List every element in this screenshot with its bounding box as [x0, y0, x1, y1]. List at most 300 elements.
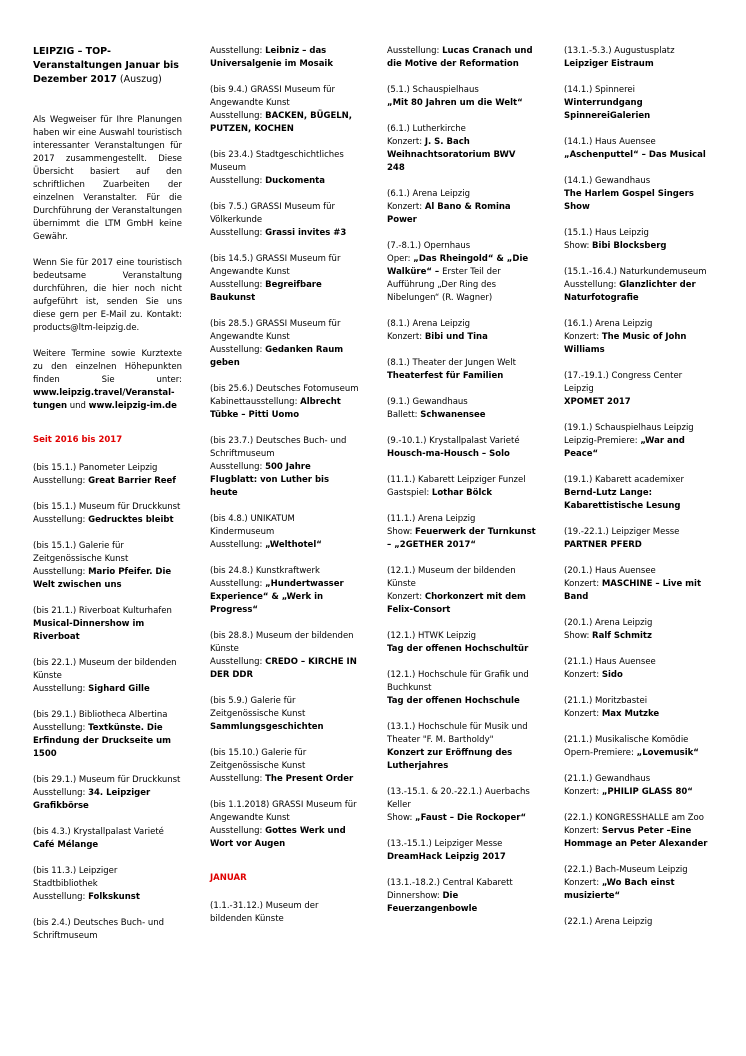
text-run: (11.1.) Kabarett Leipziger Funzel: [387, 475, 526, 485]
text-run: Ausstellung:: [33, 567, 89, 577]
text-run: Konzert:: [387, 332, 425, 342]
entry-line: [210, 84, 359, 110]
entry-line: [564, 656, 713, 669]
text-run: Ausstellung:: [210, 579, 266, 589]
text-run: (bis 7.5.) GRASSI Museum für Völkerkunde: [210, 202, 336, 225]
text-run: Ausstellung:: [210, 826, 266, 836]
text-run: (8.1.) Arena Leipzig: [387, 319, 470, 329]
entry-line: [564, 812, 713, 825]
text-run: Erster Teil der Aufführung „Der Ring des Nibelungen“ (R. Wagner): [387, 267, 501, 303]
intro-paragraph: [33, 114, 182, 244]
event-entry: [210, 149, 359, 188]
text-run: Konzert:: [564, 579, 602, 589]
event-entry: [387, 318, 536, 344]
intro-paragraph: [33, 348, 182, 413]
entry-line: [387, 643, 536, 656]
event-title-text: Schwanensee: [420, 410, 486, 420]
text-run: Leipzig-Premiere:: [564, 436, 641, 446]
event-entry: [210, 253, 359, 305]
event-entry: [210, 383, 359, 422]
event-entry: [387, 45, 536, 71]
entry-line: [564, 279, 713, 305]
event-title-text: BACKEN, BÜGELN, PUTZEN, KOCHEN: [210, 111, 353, 134]
entry-line: [210, 45, 359, 71]
event-title-text: Glanzlichter der Naturfotografie: [564, 280, 696, 303]
event-entry: [564, 422, 713, 461]
entry-line: [210, 825, 359, 851]
event-entry: [564, 812, 713, 851]
entry-line: [210, 201, 359, 227]
text-run: (bis 28.8.) Museum der bildenden Künste: [210, 631, 354, 654]
entry-line: [210, 721, 359, 734]
text-run: (bis 24.8.) Kunstkraftwerk: [210, 566, 320, 576]
entry-line: [387, 45, 536, 71]
entry-line: [564, 149, 713, 162]
event-title-text: Feuerwerk der Turnkunst – „2GETHER 2017“: [387, 527, 536, 550]
event-title-text: Folkskunst: [88, 892, 140, 902]
text-run: (bis 2.4.) Deutsches Buch- und Schriftmuseum: [33, 918, 165, 941]
entry-line: [387, 526, 536, 552]
text-run: Ausstellung:: [33, 723, 89, 733]
text-run: (21.1.) Musikalische Komödie: [564, 735, 689, 745]
text-run: (13.-15.1.) Leipziger Messe: [387, 839, 503, 849]
event-entry: [387, 630, 536, 656]
event-entry: [210, 565, 359, 617]
text-run: (bis 28.5.) GRASSI Museum für Angewandte Kunst: [210, 319, 341, 342]
entry-line: [564, 565, 713, 578]
text-run: Ausstellung:: [564, 280, 620, 290]
text-run: Kabinettausstellung:: [210, 397, 301, 407]
event-entry: [564, 370, 713, 409]
text-run: Konzert:: [564, 709, 602, 719]
event-entry: [564, 617, 713, 643]
entry-line: [564, 175, 713, 188]
event-entry: [564, 45, 713, 71]
event-title-text: Gottes Werk und Wort vor Augen: [210, 826, 346, 849]
text-run: (7.-8.1.) Opernhaus: [387, 241, 471, 251]
event-entry: [564, 773, 713, 799]
event-title-text: Konzert zur Eröffnung des Lutherjahres: [387, 748, 513, 771]
event-title-text: Grassi invites #3: [265, 228, 347, 238]
entry-line: [210, 344, 359, 370]
text-run: Konzert:: [564, 787, 602, 797]
text-run: Wenn Sie für 2017 eine touristisch bedeutsame Veranstaltung durchführen, die hier noch nicht aufgeführt ist, senden Sie uns diese gern per E-Mail zu. Kontakt: products@ltm-leipzig.de.: [33, 258, 182, 333]
text-run: Ausstellung:: [33, 515, 89, 525]
entry-line: [210, 175, 359, 188]
section-heading: Seit 2016 bis 2017: [33, 435, 123, 445]
event-title-text: 500 Jahre Flugblatt: von Luther bis heute: [210, 462, 330, 498]
entry-line: [387, 695, 536, 708]
event-title-text: Lucas Cranach und die Motive der Reformation: [387, 46, 533, 69]
text-run: (bis 21.1.) Riverboat Kulturhafen: [33, 606, 172, 616]
event-entry: [33, 605, 182, 644]
event-entry: [387, 188, 536, 227]
event-title-text: Ralf Schmitz: [592, 631, 652, 641]
event-title-text: CREDO – KIRCHE IN DER DDR: [210, 657, 357, 680]
text-run: Gastspiel:: [387, 488, 432, 498]
event-entry: [564, 526, 713, 552]
text-run: (15.1.-16.4.) Naturkundemuseum: [564, 267, 707, 277]
entry-line: [210, 110, 359, 136]
text-run: (bis 4.8.) UNIKATUM Kindermuseum: [210, 514, 295, 537]
entry-line: [210, 539, 359, 552]
event-title-text: Lothar Bölck: [431, 488, 493, 498]
entry-line: [387, 123, 536, 136]
intro-paragraph: [33, 257, 182, 335]
text-run: (17.-19.1.) Congress Center Leipzig: [564, 371, 683, 394]
text-run: (bis 11.3.) Leipziger Stadtbibliothek: [33, 866, 118, 889]
entry-line: [387, 565, 536, 591]
entry-line: [210, 396, 359, 422]
text-run: Weitere Termine sowie Kurztexte zu den einzelnen Höhepunkten finden Sie unter:: [33, 349, 182, 385]
event-title-text: Sammlungsgeschichten: [210, 722, 324, 732]
entry-line: [387, 370, 536, 383]
event-title-text: Chorkonzert mit dem Felix-Consort: [387, 592, 526, 615]
event-entry: [33, 501, 182, 527]
entry-line: [564, 487, 713, 513]
entry-line: [210, 630, 359, 656]
column-4: [564, 45, 713, 1056]
entry-line: [210, 318, 359, 344]
text-run: (14.1.) Spinnerei: [564, 85, 636, 95]
entry-line: [210, 461, 359, 500]
entry-line: [387, 331, 536, 344]
text-run: Ausstellung:: [33, 892, 89, 902]
entry-line: [33, 566, 182, 592]
text-run: (bis 23.4.) Stadtgeschichtliches Museum: [210, 150, 344, 173]
event-title-text: Duckomenta: [265, 176, 325, 186]
text-run: Konzert:: [564, 670, 602, 680]
text-run: Ausstellung:: [33, 788, 89, 798]
entry-line: [564, 734, 713, 747]
event-title-text: Begreifbare Baukunst: [210, 280, 322, 303]
text-run: (14.1.) Gewandhaus: [564, 176, 651, 186]
event-title-text: XPOMET 2017: [564, 397, 631, 407]
event-entry: [387, 786, 536, 825]
text-run: Ballett:: [387, 410, 421, 420]
event-title-text: J. S. Bach Weihnachtsoratorium BWV 248: [387, 137, 516, 173]
entry-line: [564, 266, 713, 279]
entry-line: [33, 540, 182, 566]
entry-line: [33, 891, 182, 904]
event-entry: [387, 721, 536, 773]
text-run: (bis 5.9.) Galerie für Zeitgenössische Kunst: [210, 696, 306, 719]
entry-line: [387, 448, 536, 461]
entry-line: [564, 136, 713, 149]
entry-line: [387, 188, 536, 201]
text-run: Opern-Premiere:: [564, 748, 637, 758]
event-entry: [210, 900, 359, 926]
event-title-text: Bibi und Tina: [424, 332, 488, 342]
event-entry: [33, 865, 182, 904]
entry-line: [387, 474, 536, 487]
entry-line: [387, 669, 536, 695]
entry-line: [564, 526, 713, 539]
event-title-text: Leibniz – das Universalgenie im Mosaik: [210, 46, 334, 69]
entry-line: [33, 787, 182, 813]
entry-line: [210, 383, 359, 396]
text-run: (19.1.) Kabarett academixer: [564, 475, 684, 485]
event-entry: [210, 513, 359, 552]
entry-line: [33, 865, 182, 891]
entry-line: [564, 773, 713, 786]
event-entry: [387, 513, 536, 552]
event-entry: [564, 227, 713, 253]
text-run: Ausstellung:: [387, 46, 443, 56]
entry-line: [564, 617, 713, 630]
column-3: [387, 45, 536, 1056]
event-entry: [564, 916, 713, 929]
entry-line: [210, 578, 359, 617]
text-run: Ausstellung:: [210, 345, 266, 355]
text-run: (bis 25.6.) Deutsches Fotomuseum: [210, 384, 359, 394]
entry-line: [387, 591, 536, 617]
text-run: (bis 15.10.) Galerie für Zeitgenössische Kunst: [210, 748, 307, 771]
entry-line: [210, 900, 359, 926]
entry-line: [564, 435, 713, 461]
text-run: (bis 1.1.2018) GRASSI Museum für Angewandte Kunst: [210, 800, 357, 823]
event-entry: [564, 136, 713, 162]
event-title-text: Albrecht Tübke – Pitti Uomo: [210, 397, 341, 420]
text-run: Konzert:: [564, 826, 602, 836]
entry-line: [387, 890, 536, 916]
entry-line: [387, 136, 536, 175]
event-title-text: DreamHack Leipzig 2017: [387, 852, 506, 862]
page-title: [33, 45, 182, 87]
text-run: (Auszug): [116, 74, 162, 85]
text-run: (5.1.) Schauspielhaus: [387, 85, 479, 95]
text-run: (bis 9.4.) GRASSI Museum für Angewandte Kunst: [210, 85, 336, 108]
text-run: Show:: [564, 241, 593, 251]
entry-line: [387, 721, 536, 747]
text-run: Konzert:: [387, 592, 425, 602]
event-title-text: PARTNER PFERD: [564, 540, 642, 550]
text-run: Ausstellung:: [210, 228, 266, 238]
text-run: (22.1.) Arena Leipzig: [564, 917, 653, 927]
event-title-text: 34. Leipziger Grafikbörse: [33, 788, 151, 811]
event-entry: [387, 474, 536, 500]
event-title-text: Textkünste. Die Erfindung der Druckseite um 1500: [33, 723, 172, 759]
entry-line: [210, 513, 359, 539]
entry-line: [387, 435, 536, 448]
text-run: (12.1.) Museum der bildenden Künste: [387, 566, 516, 589]
text-run: (20.1.) Haus Auensee: [564, 566, 656, 576]
entry-line: [210, 253, 359, 279]
event-entry: [564, 734, 713, 760]
entry-line: [210, 747, 359, 773]
event-title-text: „Welthotel“: [265, 540, 322, 550]
entry-line: [564, 539, 713, 552]
entry-line: [33, 618, 182, 644]
event-entry: [210, 84, 359, 136]
event-title-text: www.leipzig.travel/Veranstal-tungen: [33, 388, 175, 411]
event-entry: [387, 435, 536, 461]
entry-line: [210, 227, 359, 240]
entry-line: [564, 422, 713, 435]
entry-line: [387, 838, 536, 851]
text-run: (19.1.) Schauspielhaus Leipzig: [564, 423, 694, 433]
entry-line: [210, 435, 359, 461]
text-run: Ausstellung:: [33, 684, 89, 694]
event-title-text: Musical-Dinnershow im Riverboat: [33, 619, 145, 642]
event-title-text: Gedanken Raum geben: [210, 345, 344, 368]
event-entry: [564, 864, 713, 903]
event-entry: [210, 630, 359, 682]
entry-line: [564, 58, 713, 71]
text-run: (12.1.) Hochschule für Grafik und Buchkunst: [387, 670, 529, 693]
entry-line: [387, 396, 536, 409]
event-entry: [33, 826, 182, 852]
text-run: (bis 23.7.) Deutsches Buch- und Schriftmuseum: [210, 436, 347, 459]
text-run: (6.1.) Arena Leipzig: [387, 189, 470, 199]
event-title-text: Great Barrier Reef: [88, 476, 176, 486]
event-entry: [33, 540, 182, 592]
entry-line: [33, 501, 182, 514]
event-title-text: Sighard Gille: [88, 684, 150, 694]
entry-line: [564, 84, 713, 97]
text-run: (9.-10.1.) Krystallpalast Varieté: [387, 436, 520, 446]
entry-line: [564, 318, 713, 331]
entry-line: [33, 683, 182, 696]
entry-line: [33, 826, 182, 839]
event-entry: [564, 695, 713, 721]
entry-line: [210, 799, 359, 825]
event-entry: [387, 669, 536, 708]
event-entry: [564, 656, 713, 682]
text-run: Ausstellung:: [210, 46, 266, 56]
entry-line: [210, 773, 359, 786]
entry-line: [564, 708, 713, 721]
entry-line: [210, 149, 359, 175]
event-entry: [387, 877, 536, 916]
text-run: Ausstellung:: [210, 280, 266, 290]
entry-line: [564, 786, 713, 799]
event-title-text: LEIPZIG – TOP-Veranstaltungen Januar bis Dezember 2017: [33, 46, 179, 85]
text-run: (bis 29.1.) Bibliotheca Albertina: [33, 710, 168, 720]
text-run: (22.1.) Bach-Museum Leipzig: [564, 865, 688, 875]
entry-line: [564, 240, 713, 253]
text-run: (20.1.) Arena Leipzig: [564, 618, 653, 628]
event-entry: [387, 84, 536, 110]
event-title-text: The Harlem Gospel Singers Show: [564, 189, 694, 212]
entry-line: [387, 84, 536, 97]
entry-line: [387, 630, 536, 643]
entry-line: [564, 877, 713, 903]
entry-line: [387, 318, 536, 331]
text-run: (bis 22.1.) Museum der bildenden Künste: [33, 658, 177, 681]
entry-line: [564, 916, 713, 929]
event-title-text: „Faust – Die Rockoper“: [415, 813, 527, 823]
entry-line: [564, 669, 713, 682]
entry-line: [564, 695, 713, 708]
entry-line: [564, 331, 713, 357]
text-run: Konzert:: [564, 332, 602, 342]
event-title-text: Mario Pfeifer. Die Welt zwischen uns: [33, 567, 172, 590]
event-title-text: „Aschenputtel“ – Das Musical: [564, 150, 706, 160]
text-run: Konzert:: [387, 202, 425, 212]
event-entry: [210, 695, 359, 734]
event-title-text: Bibi Blocksberg: [592, 241, 667, 251]
text-run: Konzert:: [387, 137, 425, 147]
event-entry: [210, 799, 359, 851]
event-entry: [210, 201, 359, 240]
text-run: Show:: [387, 527, 416, 537]
entry-line: [33, 657, 182, 683]
event-title-text: Housch-ma-Housch – Solo: [387, 449, 510, 459]
entry-line: [210, 656, 359, 682]
text-run: Ausstellung:: [210, 462, 266, 472]
event-entry: [33, 657, 182, 696]
entry-line: [387, 409, 536, 422]
text-run: und: [67, 401, 89, 411]
event-entry: [210, 318, 359, 370]
text-run: (22.1.) KONGRESSHALLE am Zoo: [564, 813, 704, 823]
entry-line: [387, 513, 536, 526]
text-run: (9.1.) Gewandhaus: [387, 397, 468, 407]
entry-line: [564, 188, 713, 214]
text-run: Ausstellung:: [210, 774, 266, 784]
entry-line: [387, 747, 536, 773]
event-title-text: Theaterfest für Familien: [387, 371, 504, 381]
entry-line: [564, 474, 713, 487]
text-run: Show:: [564, 631, 593, 641]
section-heading: JANUAR: [210, 873, 247, 883]
text-run: (1.1.-31.12.) Museum der bildenden Künste: [210, 901, 319, 924]
column-2: [210, 45, 359, 1056]
event-title-text: „War and Peace“: [564, 436, 685, 459]
event-title-text: The Music of John Williams: [564, 332, 687, 355]
event-entry: [387, 240, 536, 305]
entry-line: [564, 630, 713, 643]
entry-line: [33, 917, 182, 943]
text-run: Show:: [387, 813, 416, 823]
event-title-text: „Das Rheingold“ & „Die Walküre“ –: [387, 254, 529, 277]
event-title-text: MASCHINE – Live mit Band: [564, 579, 702, 602]
text-run: (bis 14.5.) GRASSI Museum für Angewandte Kunst: [210, 254, 341, 277]
text-run: (12.1.) HTWK Leipzig: [387, 631, 477, 641]
event-title-text: Café Mélange: [33, 840, 99, 850]
text-run: (6.1.) Lutherkirche: [387, 124, 466, 134]
text-run: Ausstellung:: [210, 657, 266, 667]
entry-line: [387, 97, 536, 110]
entry-line: [33, 839, 182, 852]
text-run: (13.1.) Hochschule für Musik und Theater "F. M. Bartholdy": [387, 722, 528, 745]
event-entry: [387, 838, 536, 864]
event-title-text: Gedrucktes bleibt: [88, 515, 174, 525]
event-entry: [564, 266, 713, 305]
event-entry: [387, 123, 536, 175]
text-run: Oper:: [387, 254, 414, 264]
text-run: (21.1.) Haus Auensee: [564, 657, 656, 667]
entry-line: [564, 227, 713, 240]
event-title-text: Bernd-Lutz Lange: Kabarettistische Lesung: [564, 488, 681, 511]
event-entry: [564, 474, 713, 513]
entry-line: [564, 370, 713, 396]
entry-line: [33, 774, 182, 787]
entry-line: [564, 97, 713, 123]
text-run: Ausstellung:: [210, 540, 266, 550]
entry-line: [387, 357, 536, 370]
event-title-text: Al Bano & Romina Power: [387, 202, 511, 225]
text-run: (13.-15.1. & 20.-22.1.) Auerbachs Keller: [387, 787, 530, 810]
text-run: (8.1.) Theater der Jungen Welt: [387, 358, 516, 368]
text-run: (bis 15.1.) Panometer Leipzig: [33, 463, 158, 473]
text-run: Ausstellung:: [210, 176, 266, 186]
text-run: (13.1.-5.3.) Augustusplatz: [564, 46, 675, 56]
entry-line: [564, 864, 713, 877]
event-title-text: www.leipzig-im.de: [88, 401, 177, 411]
event-entry: [387, 565, 536, 617]
